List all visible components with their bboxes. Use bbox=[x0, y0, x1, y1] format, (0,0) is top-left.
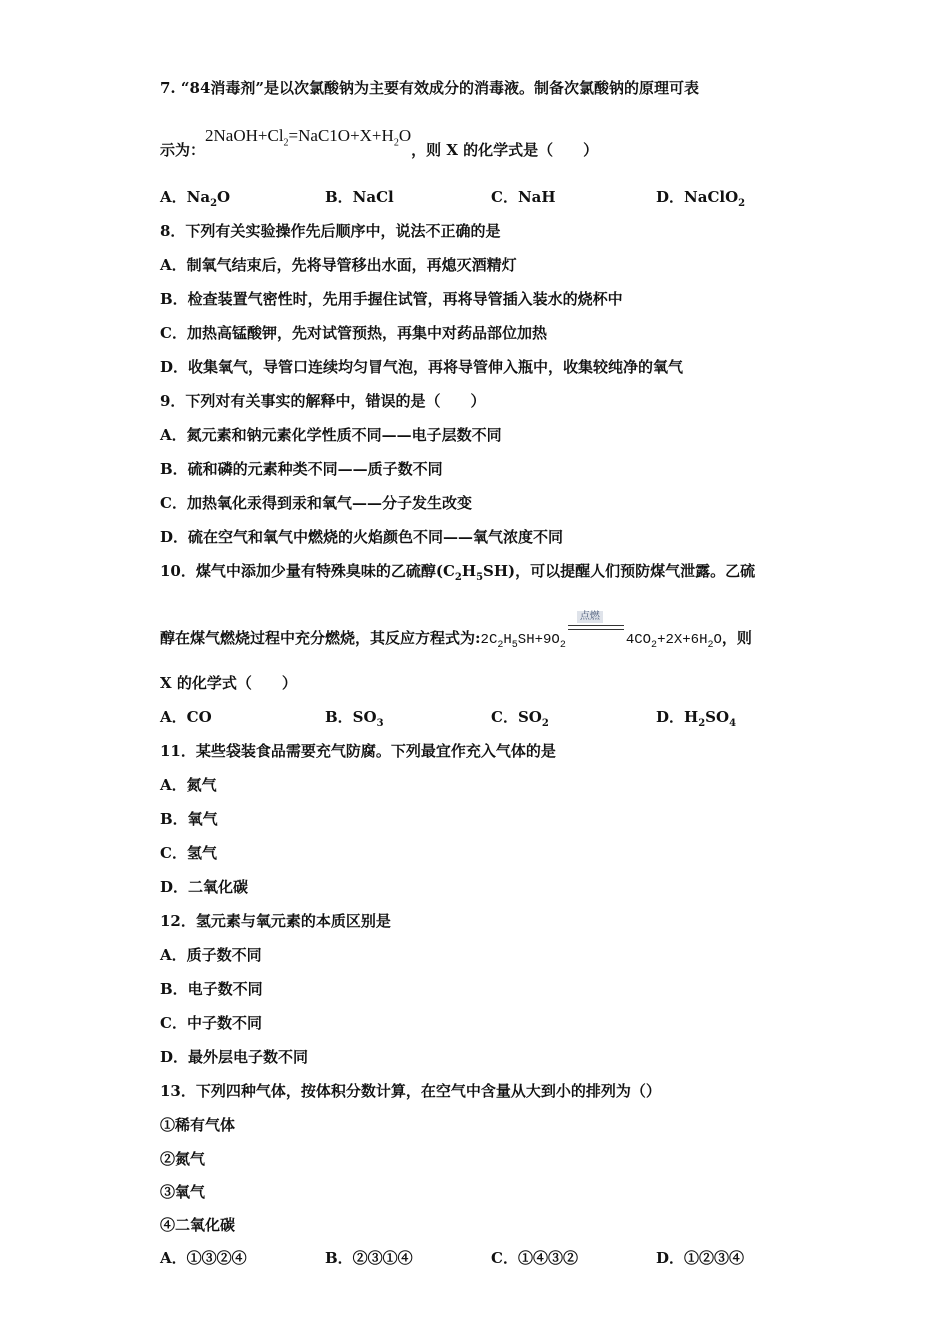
q10-option-d[interactable]: D．$H_2SO_4$ bbox=[656, 708, 737, 729]
q12-option-c[interactable]: C．中子数不同 bbox=[160, 1014, 262, 1032]
q7-option-a[interactable]: A．$Na_2O$ bbox=[160, 188, 231, 209]
q11-option-c[interactable]: C．氢气 bbox=[160, 844, 217, 862]
q7-stem-suffix: ，则 X 的化学式是（ ） bbox=[411, 141, 599, 159]
q13-stem: 13．下列四种气体，按体积分数计算，在空气中含量从大到小的排列为（） bbox=[160, 1082, 661, 1100]
q12-option-a[interactable]: A．质子数不同 bbox=[160, 946, 262, 964]
q7-option-c[interactable]: C．NaH bbox=[491, 188, 556, 206]
q10-reaction-condition bbox=[568, 611, 624, 643]
q7-option-d[interactable]: D．NaClO$_2$ bbox=[656, 188, 746, 209]
q13-item-2: ②氮气 bbox=[160, 1150, 206, 1168]
q10-option-b[interactable]: B．$SO_3$ bbox=[325, 708, 384, 729]
q13-item-1: ①稀有气体 bbox=[160, 1116, 236, 1134]
q10-stem-line3: X 的化学式（ ） bbox=[160, 674, 297, 692]
q7-option-b[interactable]: B．NaCl bbox=[325, 188, 394, 206]
q9-option-c[interactable]: C．加热氧化汞得到汞和氧气——分子发生改变 bbox=[160, 494, 472, 512]
q11-option-a[interactable]: A．氮气 bbox=[160, 776, 217, 794]
q11-option-b[interactable]: B．氧气 bbox=[160, 810, 218, 828]
q8-option-c[interactable]: C．加热高锰酸钾，先对试管预热，再集中对药品部位加热 bbox=[160, 324, 547, 342]
q12-stem: 12．氢元素与氧元素的本质区别是 bbox=[160, 912, 391, 930]
q13-item-4: ④二氧化碳 bbox=[160, 1216, 236, 1234]
q8-option-b[interactable]: B．检查装置气密性时，先用手握住试管，再将导管插入装水的烧杯中 bbox=[160, 290, 623, 308]
q12-option-b[interactable]: B．电子数不同 bbox=[160, 980, 263, 998]
q9-option-d[interactable]: D．硫在空气和氧气中燃烧的火焰颜色不同——氧气浓度不同 bbox=[160, 528, 564, 546]
q7-stem-prefix: 示为： bbox=[160, 141, 206, 159]
q9-option-a[interactable]: A．氮元素和钠元素化学性质不同——电子层数不同 bbox=[160, 426, 502, 444]
q7-stem-line1: 7. “84消毒剂”是以次氯酸钠为主要有效成分的消毒液。制备次氯酸钠的原理可表 bbox=[160, 79, 700, 97]
q13-option-c[interactable]: C．①④③② bbox=[491, 1249, 578, 1267]
q7-equation: $2NaOH+Cl_2=NaC1O+X+H_2O$ bbox=[205, 126, 412, 149]
q13-item-3: ③氧气 bbox=[160, 1183, 206, 1201]
q10-stem-line2: 醇在煤气燃烧过程中充分燃烧，其反应方程式为$:2C_2H_5SH+9O_2$ 点燃 $4CO_2+2X+6H_2O$，则 bbox=[160, 611, 752, 651]
q10-stem-line1: 10．煤气中添加少量有特殊臭味的乙硫醇$(C_2H_5SH)$，可以提醒人们预防煤气泄露。乙硫 bbox=[160, 562, 756, 583]
q9-stem: 9．下列对有关事实的解释中，错误的是（ ） bbox=[160, 392, 486, 410]
q13-option-a[interactable]: A．①③②④ bbox=[160, 1249, 247, 1267]
q11-stem: 11．某些袋装食品需要充气防腐。下列最宜作充入气体的是 bbox=[160, 742, 556, 760]
q13-option-b[interactable]: B．②③①④ bbox=[325, 1249, 413, 1267]
q11-option-d[interactable]: D．二氧化碳 bbox=[160, 878, 249, 896]
q8-stem: 8．下列有关实验操作先后顺序中，说法不正确的是 bbox=[160, 222, 501, 240]
q10-option-c[interactable]: C．$SO_2$ bbox=[491, 708, 549, 729]
q13-option-d[interactable]: D．①②③④ bbox=[656, 1249, 745, 1267]
q9-option-b[interactable]: B．硫和磷的元素种类不同——质子数不同 bbox=[160, 460, 443, 478]
q8-option-d[interactable]: D．收集氧气，导管口连续均匀冒气泡，再将导管伸入瓶中，收集较纯净的氧气 bbox=[160, 358, 684, 376]
q10-option-a[interactable]: A．CO bbox=[160, 708, 212, 726]
q10-condition-label: 点燃 bbox=[577, 611, 603, 623]
q10-equation-right: $4CO_2+2X+6H_2O$ bbox=[625, 632, 722, 651]
q7-stem-line2 bbox=[160, 126, 599, 167]
q8-option-a[interactable]: A．制氧气结束后，先将导管移出水面，再熄灭酒精灯 bbox=[160, 256, 517, 274]
q12-option-d[interactable]: D．最外层电子数不同 bbox=[160, 1048, 309, 1066]
q10-equation-left: $2C_2H_5SH+9O_2$ bbox=[480, 632, 566, 651]
